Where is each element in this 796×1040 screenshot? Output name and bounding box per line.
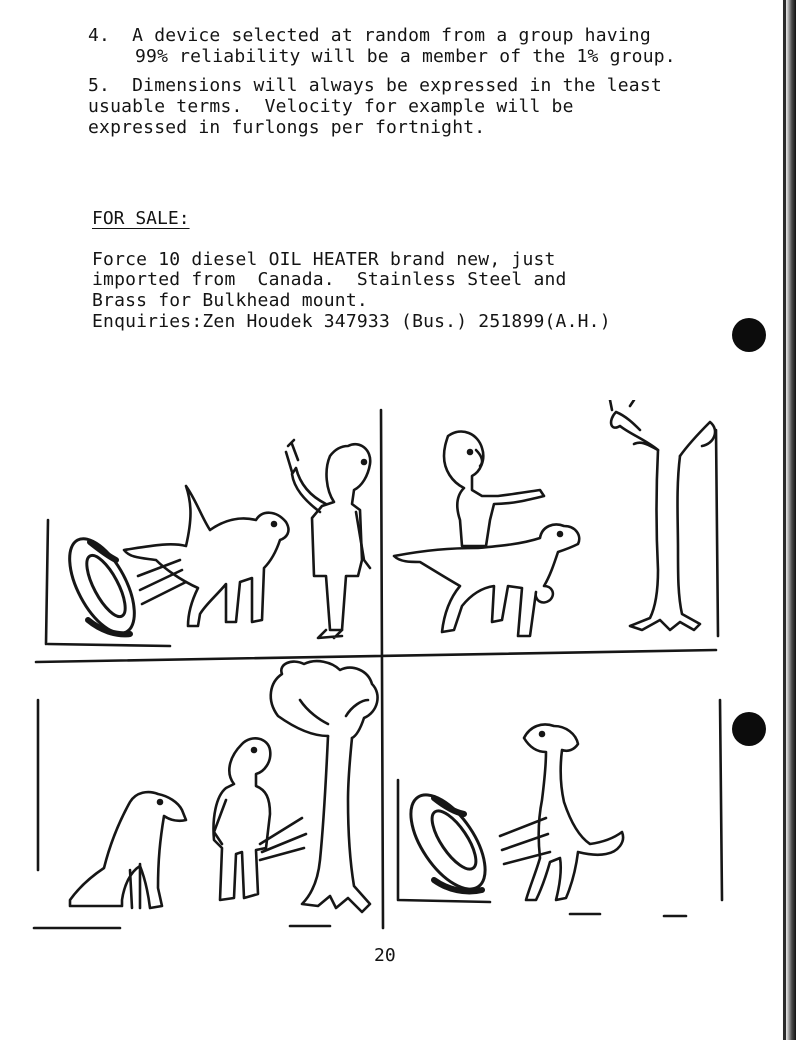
- panel-right-border-bottom: [720, 700, 722, 900]
- panel-3-spray-lines: [260, 818, 306, 860]
- panel-bottom-line-right: [570, 914, 686, 916]
- panel-3-man: [214, 738, 271, 900]
- for-sale-line-4: Enquiries:Zen Houdek 347933 (Bus.) 251899(A.H.): [92, 311, 611, 332]
- for-sale-line-3: Brass for Bulkhead mount.: [92, 290, 368, 311]
- rule-5-line-3: expressed in furlongs per fortnight.: [88, 117, 486, 138]
- panel-1-dog: [124, 486, 288, 626]
- panel-4-spray-lines: [500, 818, 550, 864]
- panel-divider-vertical: [381, 410, 383, 928]
- panel-2-man: [444, 432, 544, 546]
- panel-3-tree: [271, 661, 378, 912]
- four-panel-cartoon: [30, 400, 730, 940]
- panel-right-border-top: [716, 430, 718, 636]
- page-number: 20: [374, 945, 396, 966]
- punch-hole-top: [732, 318, 766, 352]
- panel-divider-horizontal: [36, 650, 716, 662]
- page-edge-line: [783, 0, 786, 1040]
- for-sale-line-1: Force 10 diesel OIL HEATER brand new, just: [92, 249, 556, 270]
- panel-3-dog: [70, 792, 186, 908]
- panel-1-ground: [48, 644, 170, 646]
- punch-hole-bottom: [732, 712, 766, 746]
- for-sale-line-2: imported from Canada. Stainless Steel and: [92, 269, 567, 290]
- panel-1-man: [286, 440, 370, 638]
- panel-4-life-ring: [396, 783, 500, 902]
- panel-4-dog: [524, 725, 623, 901]
- rule-5-line-2: usuable terms. Velocity for example will be: [88, 96, 574, 117]
- rule-4-line-1: 4. A device selected at random from a group having: [88, 25, 651, 46]
- rule-4-line-2: 99% reliability will be a member of the 1% group.: [135, 46, 676, 67]
- panel-left-border-top: [46, 520, 48, 644]
- panel-1-life-ring: [56, 529, 147, 643]
- panel-bottom-line-left: [34, 926, 330, 928]
- for-sale-heading: FOR SALE:: [92, 208, 190, 229]
- rule-5-line-1: 5. Dimensions will always be expressed in the least: [88, 75, 662, 96]
- panel-2-tree: [610, 400, 715, 630]
